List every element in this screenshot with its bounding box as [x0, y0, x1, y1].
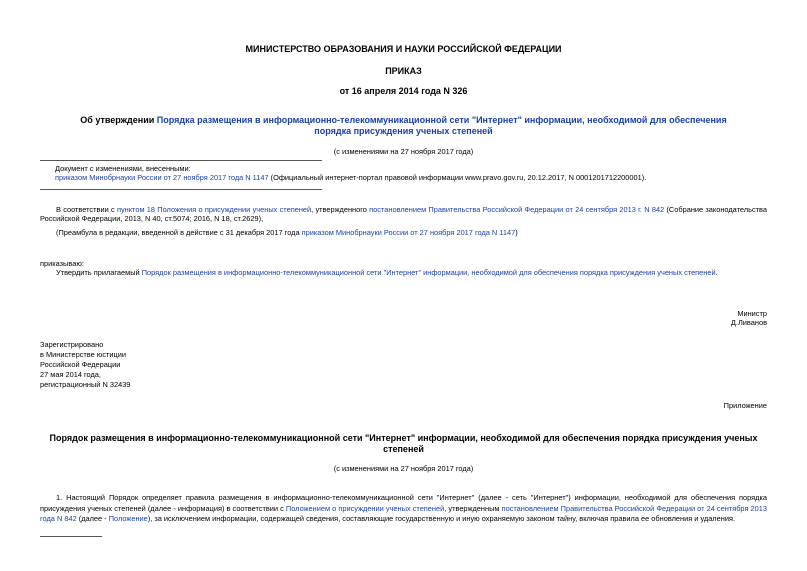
registration-line: Российской Федерации	[40, 360, 121, 369]
document-date-number: от 16 апреля 2014 года N 326	[339, 86, 468, 96]
appendix-label: Приложение	[723, 401, 767, 410]
order-text2: .	[715, 268, 718, 277]
ministry-heading: МИНИСТЕРСТВО ОБРАЗОВАНИЯ И НАУКИ РОССИЙСКОЙ ФЕДЕРАЦИИ	[245, 44, 562, 54]
order-text1: Утвердить прилагаемый	[56, 268, 142, 277]
amendments-note: (с изменениями на 27 ноября 2017 года)	[333, 147, 474, 156]
registration-line: в Министерстве юстиции	[40, 350, 127, 359]
order-label: приказываю:	[40, 259, 84, 268]
divider-top	[40, 160, 322, 161]
procedure-paragraph-1	[40, 493, 767, 525]
changes-line2	[55, 173, 767, 182]
procedure-title: Порядок размещения в информационно-телекоммуникационной сети "Интернет" информации, необходимой для обеспечения порядка присуждения ученых степеней	[49, 433, 758, 455]
p1-text2: , утвержденным	[444, 503, 502, 513]
p1-regulation-link[interactable]: Положением о присуждении ученых степеней	[285, 503, 445, 513]
changes-box	[55, 164, 767, 183]
footnote-divider	[40, 536, 102, 537]
registration-block	[40, 340, 130, 390]
preamble-regulation-link[interactable]: пунктом 18 Положения о присуждении ученых степеней	[116, 205, 312, 214]
signature-position: Министр	[737, 309, 767, 318]
preamble-note-link[interactable]: приказом Минобрнауки России от 27 ноября 2017 года N 1147	[301, 228, 516, 237]
preamble-text1: В соответствии с	[56, 205, 117, 214]
procedure-amendments-note: (с изменениями на 27 ноября 2017 года)	[333, 464, 474, 473]
p1-text3: (далее -	[76, 514, 109, 523]
signature-name: Д.Ливанов	[730, 318, 767, 327]
p1-regulation-short-link[interactable]: Положение	[108, 514, 148, 523]
order-paragraph	[40, 268, 767, 277]
preamble-text3: (Собрание законодательства Российской Федерации, 2013, N 40, ст.5074; 2016, N 18, ст.2629),	[40, 205, 767, 224]
changes-line1: Документ с изменениями, внесенными:	[55, 164, 191, 173]
p1-decree-link[interactable]: постановлением Правительства Российской Федерации от 24 сентября 2013 года N 842	[40, 503, 767, 523]
preamble-text2: , утвержденного	[311, 205, 370, 214]
changes-order-link[interactable]: приказом Минобрнауки России от 27 ноября 2017 года N 1147	[55, 173, 269, 183]
preamble-decree-link[interactable]: постановлением Правительства Российской Федерации от 24 сентября 2013 г. N 842	[369, 205, 665, 214]
divider-bottom	[40, 189, 322, 190]
title-prefix: Об утверждении	[80, 115, 157, 125]
registration-line: 27 мая 2014 года,	[40, 370, 101, 379]
preamble-note-suffix: )	[515, 228, 518, 237]
changes-suffix: (Официальный интернет-портал правовой информации www.pravo.gov.ru, 20.12.2017, N 0001201712200001).	[268, 173, 647, 183]
title-procedure-link[interactable]: Порядка размещения в информационно-телекоммуникационной сети "Интернет" информации, необходимой для обеспечения порядка присуждения ученых степеней	[156, 115, 727, 137]
order-procedure-link[interactable]: Порядок размещения в информационно-телекоммуникационной сети "Интернет" информации, необходимой для обеспечения порядка присуждения ученых степеней	[141, 268, 716, 277]
preamble-note-prefix: (Преамбула в редакции, введенной в действие с 31 декабря 2017 года	[56, 228, 302, 237]
preamble-paragraph	[40, 205, 767, 224]
p1-text1: 1. Настоящий Порядок определяет правила размещения в информационно-телекоммуникационной сети "Интернет" (далее - сеть "Интернет") информации, необходимой для обеспечения порядка присуждения ученых степеней (далее - информация) в соответствии с	[40, 493, 767, 513]
registration-line: регистрационный N 32439	[40, 380, 131, 389]
registration-line: Зарегистрировано	[40, 340, 104, 349]
p1-text4: ), за исключением информации, содержащей сведения, составляющие государственную и иную охраняемую законом тайну, включая правила ее обновления и удаления.	[147, 514, 735, 523]
preamble-note	[40, 228, 767, 237]
document-type: ПРИКАЗ	[385, 66, 422, 76]
document-title	[65, 115, 742, 138]
